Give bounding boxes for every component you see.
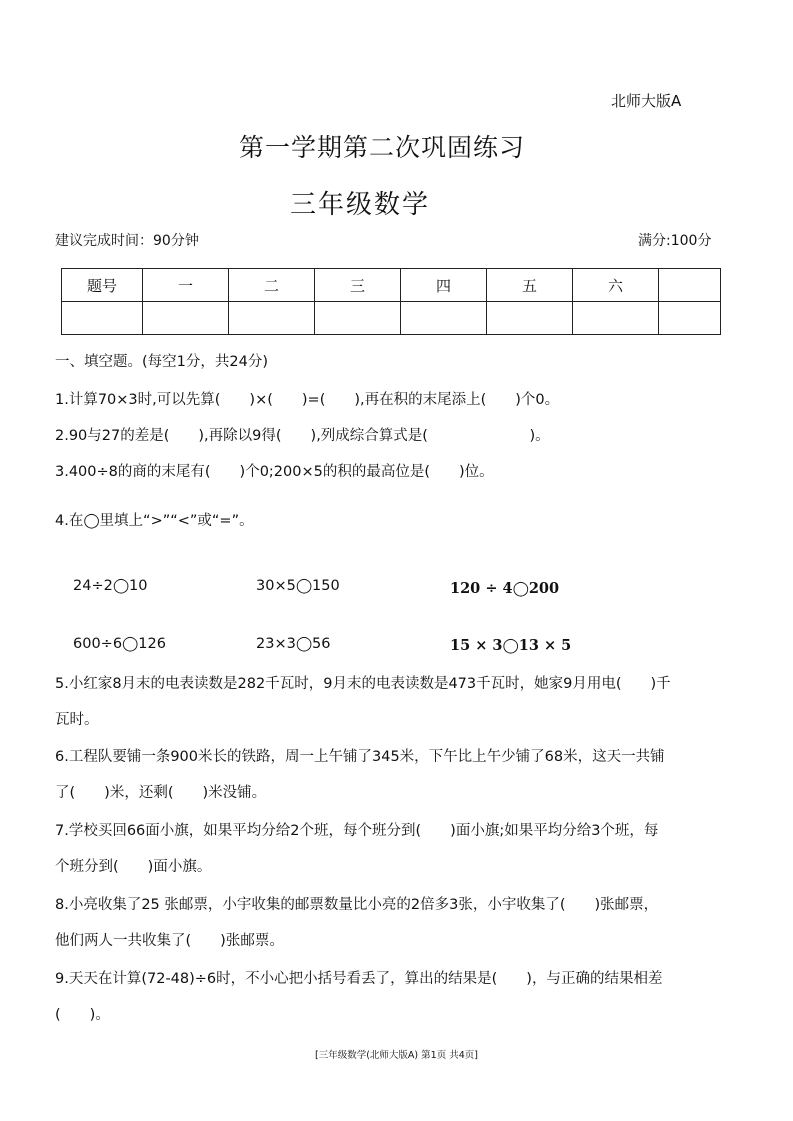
question-7: 7.学校买回66面小旗，如果平均分给2个班，每个班分到( )面小旗;如果平均分给3个班，每 [55,823,659,839]
score-cell[interactable] [62,302,143,335]
score-header-cell: 题号 [62,269,143,302]
full-score: 满分:100分 [638,233,712,249]
question-6: 6.工程队要铺一条900米长的铁路，周一上午铺了345米，下午比上午少铺了68米，这天一共铺 [55,749,665,765]
score-header-cell: 二 [229,269,315,302]
question-3: 3.400÷8的商的末尾有( )个0;200×5的积的最高位是( )位。 [55,464,494,480]
section-heading: 一、填空题。(每空1分，共24分) [55,354,268,370]
score-header-cell: 四 [401,269,487,302]
score-cell[interactable] [401,302,487,335]
score-header-cell: 一 [143,269,229,302]
page-footer: [三年级数学(北师大版A) 第1页 共4页] [315,1050,478,1061]
score-table [61,268,721,335]
score-cell[interactable] [229,302,315,335]
time-note: 建议完成时间：90分钟 [55,233,199,249]
score-cell[interactable] [487,302,573,335]
compare-item: 24÷2◯10 [73,578,148,594]
compare-item: 23×3◯56 [256,636,331,652]
question-2: 2.90与27的差是( ),再除以9得( ),列成综合算式是( )。 [55,428,550,444]
score-table-header-row [62,269,721,302]
score-cell[interactable] [659,302,721,335]
question-1: 1.计算70×3时,可以先算( )×( )=( ),再在积的末尾添上( )个0。 [55,392,560,408]
question-7-continued: 个班分到( )面小旗。 [55,859,212,875]
page-title: 第一学期第二次巩固练习 [238,133,525,162]
edition-label: 北师大版A [611,92,682,110]
score-cell[interactable] [315,302,401,335]
question-9-continued: ( )。 [55,1007,110,1023]
compare-item: 15 × 3◯13 × 5 [450,637,572,654]
score-header-cell [659,269,721,302]
compare-item: 600÷6◯126 [73,636,166,652]
question-4: 4.在◯里填上“>”“<”或“=”。 [55,513,254,529]
score-table-score-row [62,302,721,335]
question-6-continued: 了( )米，还剩( )米没铺。 [55,785,267,801]
score-cell[interactable] [573,302,659,335]
compare-item: 30×5◯150 [256,578,340,594]
score-header-cell: 六 [573,269,659,302]
question-8-continued: 他们两人一共收集了( )张邮票。 [55,933,284,949]
question-5: 5.小红家8月末的电表读数是282千瓦时，9月末的电表读数是473千瓦时，她家9月用电( )千 [55,676,671,692]
compare-item: 120 ÷ 4◯200 [450,580,560,597]
question-9: 9.天天在计算(72-48)÷6时，不小心把小括号看丢了，算出的结果是( )，与正确的结果相差 [55,971,663,987]
score-header-cell: 三 [315,269,401,302]
page-subtitle: 三年级数学 [290,190,431,220]
question-5-continued: 瓦时。 [55,712,99,728]
question-8: 8.小亮收集了25 张邮票，小宇收集的邮票数量比小亮的2倍多3张，小宇收集了( )张邮票， [55,897,659,913]
score-cell[interactable] [143,302,229,335]
score-header-cell: 五 [487,269,573,302]
